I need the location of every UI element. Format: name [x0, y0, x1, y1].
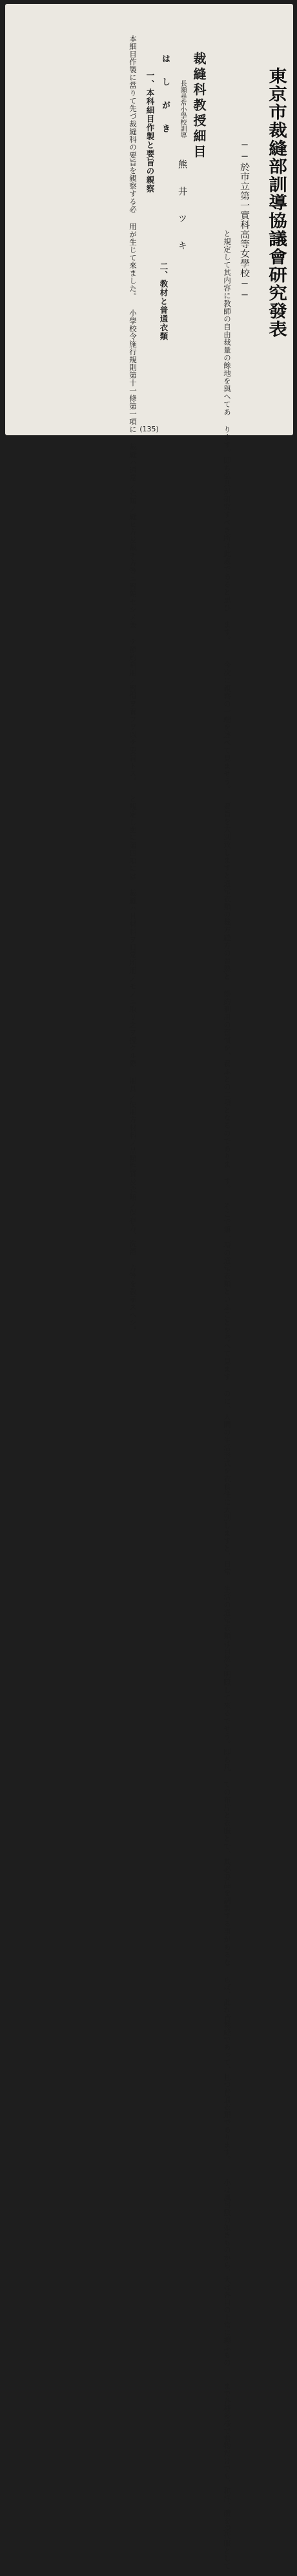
right-line-8: 用具ノ使用方材料ノ品類性質及衣類ノ保存方、洗濯 — [128, 1077, 138, 1255]
left-line-1: と規定して其内容に教師の自由裁量の餘地を與へてあ — [223, 230, 232, 416]
right-line-2: 用が生じて來ました。 — [128, 222, 138, 300]
right-block — [36, 35, 138, 1334]
left-line-9: のに、人間の生活形式を衣食住に大別しますと、日常 — [223, 1390, 232, 1576]
preface-column — [159, 54, 171, 135]
source-column — [238, 139, 252, 313]
section2-column — [158, 262, 170, 341]
right-line-7: 裁縫ハ其材料ヲ日常所用ノモノニ取リ之ヲ授クル際 — [128, 889, 138, 1067]
left-line-6: 節約利用の習慣を、養ふとの二項となるのでありま — [223, 989, 232, 1168]
author-affiliation: 長瀬尋常小學校訓導 — [179, 80, 186, 138]
right-line-9: 方等を教示スヘシ。 — [128, 1264, 138, 1334]
left-line-14: まで各種多様で着物だけでも、和洋二體を現代服として — [223, 2382, 232, 2570]
left-line-4: 今次に親察の一端を述べて見ませう。 — [223, 661, 232, 793]
section2-heading: 二、教材と普通衣類 — [159, 262, 169, 341]
author-name: 熊 井 ツ キ — [177, 160, 187, 254]
left-line-8: そこで第一項の通常衣類といふことを考へて見ます — [223, 1202, 232, 1381]
right-line-4: 裁縫ハ通常ノ衣類ノ縫ヒ方及裁チ方等ニ習熟セシメ兼 — [128, 442, 138, 629]
section1-heading: 一、本科細目作製と要旨の親察 — [145, 71, 155, 193]
document-page — [5, 4, 293, 2570]
left-line-13: 小は風呂敷の如きものから、大は各自の上常に纏ふもの — [223, 2179, 232, 2367]
preface-label: は し が き — [160, 54, 170, 135]
author-column — [176, 80, 189, 254]
right-line-5: テ節約利用ノ習慣ヲ養フヲ以テ要旨トス。 — [128, 638, 138, 785]
page-number: (135) — [139, 425, 159, 433]
main-title: 東京市裁縫部訓導協議會研究發表 — [265, 67, 287, 338]
section-title: 裁縫科教授細目 — [191, 52, 207, 160]
right-line-3: 小學校令施行規則第十一條第一項に — [128, 309, 138, 433]
main-title-column — [263, 67, 287, 338]
left-line-7: す。 — [223, 1177, 232, 1193]
left-line-11: ての布片と衣服とで、其必要品を調製する事があるな — [223, 1780, 232, 1966]
left-line-10: 生活の通常衣類は自然と明瞭して來るでせう。即ち凡 — [223, 1585, 232, 1771]
section-title-column — [190, 52, 209, 160]
left-line-12: らば、此れ皆裁縫であって、且つ普通衣類であります。 — [223, 1975, 232, 2163]
right-line-1: 本細目作製に當りて先づ裁縫科の要旨を親察する必 — [128, 35, 138, 213]
left-line-2: ります。即ち弘共が研究すべき所は此處であると思ひ — [223, 425, 232, 612]
left-line-3: ます。 — [223, 621, 232, 644]
section1-column — [144, 71, 156, 193]
source-line: ──於市立第一實科高等女學校── — [239, 139, 251, 302]
left-line-5: 要旨を大別致しますと通常衣類の裁方縫方の習熟と — [223, 802, 232, 980]
right-line-6: と規定し更に第四項には — [128, 794, 138, 880]
